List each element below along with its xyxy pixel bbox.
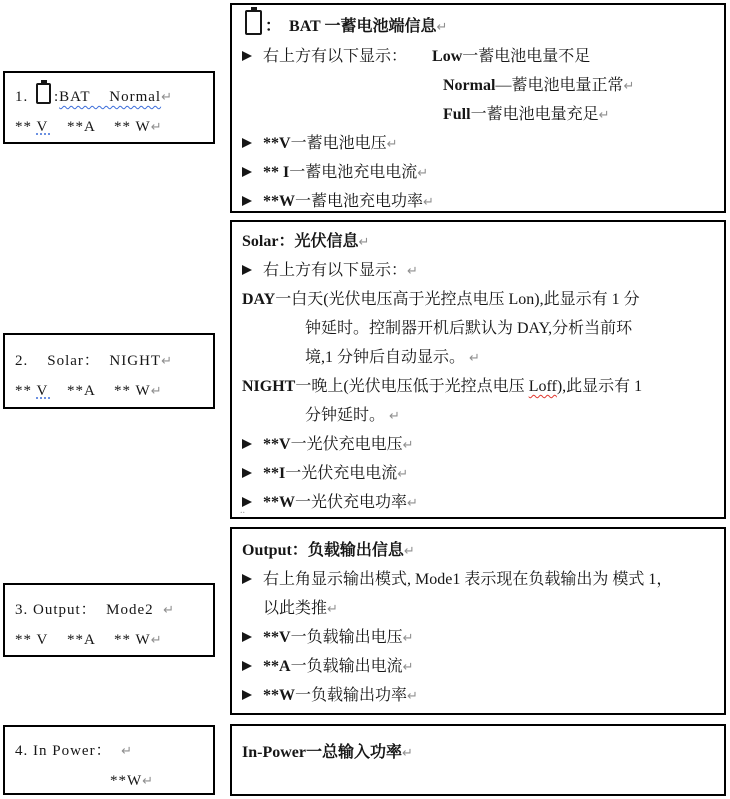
return-mark: ↵ [598,108,610,123]
return-mark: ↵ [142,774,154,789]
return-mark: ↵ [358,235,370,250]
value-v: V [36,383,53,399]
lcd-line-output-title [5,595,213,625]
low-label: Low [432,48,463,65]
description-box-bat [230,3,726,213]
value-symbol: **V [263,629,291,646]
night-desc: ),此显示有 1 [556,378,643,395]
colon: : [54,89,60,105]
return-mark: ↵ [163,603,175,618]
return-mark: ↵ [423,195,434,210]
arrow-bullet-icon [242,430,263,459]
output-voltage-line [232,623,724,652]
value-symbol: **V [263,135,291,152]
lcd-line-inpower-title [5,736,213,766]
low-desc: 一蓄电池电量不足 [462,48,591,65]
day-line-1 [232,285,724,314]
day-desc: 一白天(光伏电压高于光控点电压 Lon),此显示有 1 分 [275,291,640,308]
return-mark: ↵ [469,351,480,366]
day-desc: 钟延时。控制器开机后默认为 DAY,分析当前环 [305,320,633,337]
solar-voltage-line [232,430,724,459]
output-power-line [232,681,724,710]
lcd-line-bat-values [5,112,213,142]
normal-desc: —蓄电池电量正常 [495,77,624,94]
value-desc: 一光伏充电功率 [295,494,408,511]
night-label: NIGHT [242,378,296,395]
value-symbol: **A [263,658,291,675]
return-mark: ↵ [327,602,338,617]
display-label: 右上方有以下显示： [263,262,408,279]
output-current-line [232,652,724,681]
solar-section-title: 光伏信息 [294,233,359,250]
solar-section-label: Solar： [242,233,295,250]
item-number: 1. [15,89,33,105]
description-box-solar [230,220,726,519]
value-desc: 一负载输出功率 [295,687,408,704]
value-symbol: **W [263,494,295,511]
bat-full-line [232,100,724,129]
full-label: Full [443,106,471,123]
battery-icon [36,83,51,104]
lcd-example-box-inpower [3,725,215,795]
day-line-2 [232,314,724,343]
return-mark: ↵ [417,166,429,181]
bat-voltage-line [232,129,724,158]
full-desc: 一蓄电池电量充足 [470,106,599,123]
value-text: ** [15,383,37,399]
return-mark: ↵ [386,137,398,152]
solar-title-line [232,227,724,256]
return-mark: ↵ [161,90,172,105]
return-mark: ↵ [402,660,414,675]
output-status-text: 3. Output： Mode2 [15,602,164,618]
value-desc: 一光伏充电电压 [290,436,403,453]
return-mark: ↵ [121,744,132,759]
arrow-bullet-icon [242,565,263,594]
return-mark: ↵ [407,264,418,279]
value-desc: 一光伏充电电流 [285,465,398,482]
value-desc: 一蓄电池充电电流 [289,164,418,181]
arrow-bullet-icon [242,256,263,285]
return-mark: ↵ [150,120,162,135]
output-title-line [232,536,724,565]
output-section-label: Output： [242,542,308,559]
arrow-bullet-icon [242,652,263,681]
bat-title-line [232,10,724,42]
inpower-label-text: 4. In Power： [15,743,122,759]
return-mark: ↵ [161,354,172,369]
value-v: V [36,119,53,135]
value-desc: 一蓄电池充电功率 [295,193,424,210]
solar-power-line [232,488,724,517]
arrow-bullet-icon [242,187,263,216]
lcd-line-bat-title [5,82,213,112]
value-text: **A ** W [52,383,151,399]
bat-power-line [232,187,724,216]
battery-icon [245,10,262,35]
night-desc: 一晚上(光伏电压低于光控点电压 [295,378,529,395]
return-mark: ↵ [436,20,448,35]
return-mark: ↵ [389,409,400,424]
return-mark: ↵ [407,496,418,511]
bat-display-line [232,42,724,71]
arrow-bullet-icon [242,459,263,488]
value-symbol: **I [263,465,286,482]
inpower-desc: In-Power一总输入功率 [242,744,402,761]
arrow-bullet-icon [242,623,263,652]
loff-term: Loff [528,378,557,395]
bat-current-line [232,158,724,187]
mode-line-1 [232,565,724,594]
lcd-line-inpower-value [5,766,213,796]
description-box-inpower [230,724,726,796]
description-box-output [230,527,726,715]
arrow-bullet-icon [242,681,263,710]
value-symbol: ** I [263,164,290,181]
mode-desc: 以此类推 [263,600,328,617]
day-line-3 [232,343,724,372]
display-label: 右上方有以下显示： [263,48,408,65]
bat-section-title: BAT 一蓄电池端信息 [289,18,437,35]
value-text: **W [110,773,143,789]
return-mark: ↵ [150,384,162,399]
value-text: ** V **A ** W [15,632,151,648]
arrow-bullet-icon [242,158,263,187]
value-symbol: **V [263,436,291,453]
night-line-1 [232,372,724,401]
return-mark: ↵ [403,544,415,559]
value-desc: 一负载输出电流 [290,658,403,675]
mode-line-2 [232,594,724,623]
return-mark: ↵ [397,467,409,482]
normal-label: Normal [443,77,496,94]
lcd-example-box-bat [3,71,215,144]
day-label: DAY [242,291,276,308]
bat-normal-line [232,71,724,100]
bat-status-text: BAT Normal [59,89,162,105]
night-desc: 分钟延时。 [305,407,390,424]
lcd-line-solar-values [5,376,213,406]
lcd-example-box-output [3,583,215,657]
night-line-2 [232,401,724,430]
stray-marks: .. [240,505,245,516]
value-symbol: **W [263,687,295,704]
value-symbol: **W [263,193,295,210]
arrow-bullet-icon [242,129,263,158]
lcd-example-box-solar [3,333,215,409]
solar-current-line [232,459,724,488]
return-mark: ↵ [623,79,635,94]
value-text: **A ** W [52,119,151,135]
solar-status-text: 2. Solar： NIGHT [15,353,162,369]
return-mark: ↵ [402,631,414,646]
return-mark: ↵ [402,746,413,761]
solar-display-line [232,256,724,285]
return-mark: ↵ [407,689,418,704]
value-desc: 一蓄电池电压 [290,135,387,152]
return-mark: ↵ [150,633,162,648]
arrow-bullet-icon [242,488,263,517]
lcd-line-output-values [5,625,213,655]
output-section-title: 负载输出信息 [307,542,404,559]
mode-desc: 右上角显示输出模式, Mode1 表示现在负载输出为 模式 1， [263,571,673,588]
value-text: ** [15,119,37,135]
lcd-line-solar-title [5,346,213,376]
inpower-title-line [232,738,724,767]
colon: ： [265,18,290,35]
return-mark: ↵ [402,438,414,453]
value-desc: 一负载输出电压 [290,629,403,646]
arrow-bullet-icon [242,42,263,71]
day-desc: 境,1 分钟后自动显示。 [305,349,470,366]
